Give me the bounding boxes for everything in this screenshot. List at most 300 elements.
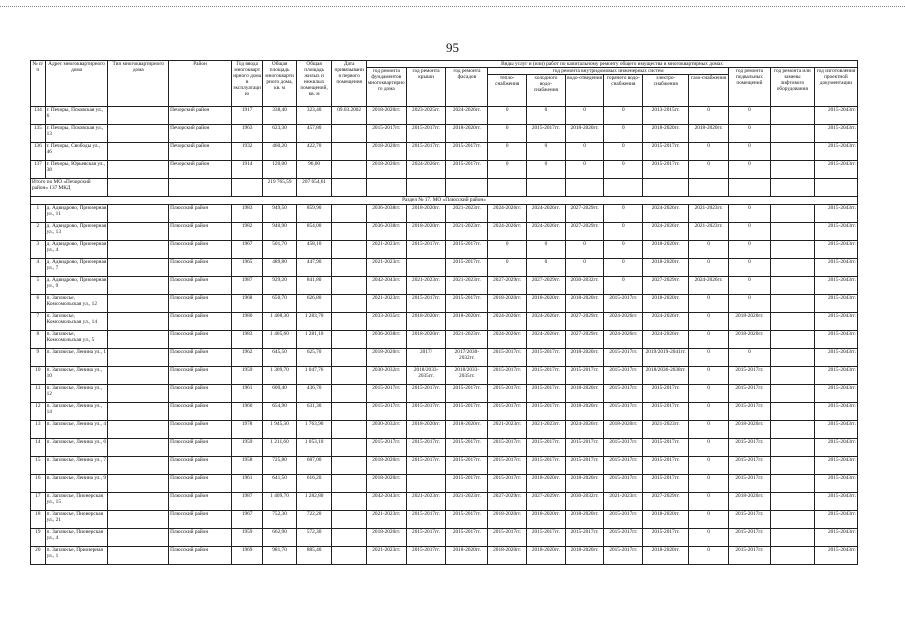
top-dotted-line (0, 6, 905, 7)
table-cell: Плюсский район (169, 205, 232, 223)
table-cell: 2015-2017гг. (406, 511, 446, 529)
table-cell: 1983 (231, 331, 262, 349)
table-cell (770, 205, 814, 223)
table-cell (108, 385, 169, 403)
table-cell: 1917 (231, 107, 262, 125)
table-cell: 0 (729, 107, 771, 125)
table-cell: 0 (689, 107, 729, 125)
table-cell: 2015-2017гг. (643, 439, 689, 457)
table-cell (770, 421, 814, 439)
table-cell: Плюсский район (169, 511, 232, 529)
table-cell: 2027-2029гг. (488, 493, 527, 511)
table-cell: 2015-2043гг. (814, 295, 857, 313)
table-cell: 1978 (231, 421, 262, 439)
table-cell (770, 439, 814, 457)
table-cell: 2024-2026гг. (488, 313, 527, 331)
table-cell: Плюсский район (169, 475, 232, 493)
table-cell: п. Заплюсье, Ленина ул., 7 (45, 457, 108, 475)
table-cell: 2015-2017гг. (729, 385, 771, 403)
table-cell: 2015-2017гг. (604, 367, 643, 385)
table-row (31, 143, 858, 161)
table-cell: 2021-2023гг. (366, 295, 406, 313)
table-cell: 2021-2023гг. (366, 241, 406, 259)
table-cell: 2021-2023гг. (406, 493, 446, 511)
table-cell: 2015-2043гг. (814, 439, 857, 457)
table-cell (108, 259, 169, 277)
table-cell: 2015-2017гг. (729, 511, 771, 529)
table-cell: 616,20 (296, 475, 332, 493)
table-cell: 2024-2026гг. (488, 223, 527, 241)
table-cell: 687,00 (296, 457, 332, 475)
table-cell (332, 161, 367, 179)
table-cell: 1 282,80 (296, 493, 332, 511)
col-basement: год ремонта подвальных помещений (729, 68, 771, 107)
table-cell: 2024-2026гг. (406, 161, 446, 179)
table-cell: 1 281,10 (296, 331, 332, 349)
table-cell: 0 (689, 295, 729, 313)
table-cell: 1983 (231, 205, 262, 223)
table-cell: 2015-2043гг. (814, 161, 857, 179)
table-cell (108, 403, 169, 421)
table-cell: 2015-2043гг. (814, 529, 857, 547)
table-cell: 1982 (231, 223, 262, 241)
table-cell: 981,70 (263, 547, 296, 565)
table-cell: п. Заплюсье, Ленина ул., 9 (45, 475, 108, 493)
table-cell: 1959 (231, 367, 262, 385)
table-cell: 2015-2017гг. (604, 547, 643, 565)
table-cell: 2018-2020гг. (446, 125, 488, 143)
table-cell (332, 223, 367, 241)
capital-repair-table (30, 60, 858, 565)
table-cell: 2021-2023гг. (689, 205, 729, 223)
table-cell: 0 (729, 295, 771, 313)
table-cell (332, 277, 367, 295)
table-cell (770, 313, 814, 331)
table-cell: 2015-2017гг. (604, 457, 643, 475)
table-cell: 0 (729, 143, 771, 161)
table-cell: 4 (31, 259, 46, 277)
table-cell: 572,30 (296, 529, 332, 547)
table-cell: 0 (689, 529, 729, 547)
table-cell: 2015-2017гг. (446, 161, 488, 179)
table-cell: 0 (729, 349, 771, 367)
table-row (31, 331, 858, 349)
table-cell: 2018-2020гг. (366, 475, 406, 493)
table-cell (108, 421, 169, 439)
table-cell: 0 (689, 457, 729, 475)
table-cell: Плюсский район (169, 241, 232, 259)
table-cell: 2021-2023гг. (446, 331, 488, 349)
col-date: Дата привязывания первого помещения (332, 61, 367, 107)
table-cell: 2018-2020гг. (488, 547, 527, 565)
col-area2: Общая площадь жилых и нежилых помещений, кв. м (296, 61, 332, 107)
table-cell (332, 241, 367, 259)
table-cell: п. Заплюсье, Ленина ул., 12 (45, 385, 108, 403)
table-cell: Плюсский район (169, 421, 232, 439)
table-row (31, 241, 858, 259)
table-cell: 1961 (231, 475, 262, 493)
table-cell: 2015-2017гг. (446, 403, 488, 421)
table-cell: 1959 (231, 439, 262, 457)
table-cell: 2018-2020гг. (565, 547, 604, 565)
table-cell: 0 (565, 107, 604, 125)
table-cell: 2015-2017гг. (643, 385, 689, 403)
table-cell: 1980 (231, 313, 262, 331)
table-cell: 2015-2017гг. (565, 457, 604, 475)
table-cell: 2015-2017гг. (527, 529, 566, 547)
table-cell: 2027-2029гг. (527, 277, 566, 295)
table-cell (770, 367, 814, 385)
table-cell: 0 (604, 223, 643, 241)
table-cell: 2015-2017гг. (729, 439, 771, 457)
table-cell: 0 (729, 161, 771, 179)
table-cell: 2015-2043гг. (814, 385, 857, 403)
table-cell (770, 223, 814, 241)
table-cell: 2015-2043гг. (814, 421, 857, 439)
table-cell: 2018-2020гг. (446, 313, 488, 331)
table-cell (332, 529, 367, 547)
table-cell: 18 (31, 511, 46, 529)
table-cell: 2021-2023гг. (366, 259, 406, 277)
table-row (31, 385, 858, 403)
table-cell: 929,20 (263, 277, 296, 295)
table-cell: п. Заплюсье, Пионерская ул., 4 (45, 529, 108, 547)
table-cell: 1963 (231, 125, 262, 143)
table-cell: 2015-2043гг. (814, 277, 857, 295)
table-cell: 19 (31, 529, 46, 547)
table-cell: п. Заплюсье, Пионерская ул., 21 (45, 511, 108, 529)
table-cell: 2018-2020гг. (604, 421, 643, 439)
table-cell (108, 241, 169, 259)
table-cell: 645,50 (263, 349, 296, 367)
table-cell: 2018-2020гг. (366, 161, 406, 179)
table-cell: 2015-2017гг. (565, 529, 604, 547)
table-cell: 2017/ (406, 349, 446, 367)
table-cell: г. Печоры, Свободы ул., 46 (45, 143, 108, 161)
table-cell (770, 107, 814, 125)
table-cell (770, 493, 814, 511)
table-cell: 0 (689, 259, 729, 277)
table-cell: 1 408,30 (263, 313, 296, 331)
table-cell: 2015-2017гг. (446, 457, 488, 475)
table-cell: 1 945,30 (263, 421, 296, 439)
table-cell: 0 (527, 259, 566, 277)
table-cell: 2015-2017гг. (643, 475, 689, 493)
table-cell: 2018-2020гг. (565, 295, 604, 313)
table-cell (770, 547, 814, 565)
table-cell: 1 (31, 205, 46, 223)
table-cell: 323,40 (296, 107, 332, 125)
table-cell: 2024-2026гг. (689, 277, 729, 295)
table-cell: п. Заплюсье, Ленина ул., 6 (45, 439, 108, 457)
table-cell (108, 313, 169, 331)
table-cell (108, 367, 169, 385)
table-cell: 2015-2043гг. (814, 457, 857, 475)
col-roof: год ремонта крыши (406, 68, 446, 107)
table-cell: 2021-2023гг. (604, 493, 643, 511)
table-cell: 0 (689, 547, 729, 565)
table-cell (108, 529, 169, 547)
table-cell: 0 (604, 143, 643, 161)
table-cell (332, 295, 367, 313)
table-cell: 2021-2023гг. (446, 493, 488, 511)
table-cell: 0 (689, 493, 729, 511)
table-cell: 0 (604, 277, 643, 295)
table-cell: 2015-2017гг. (446, 259, 488, 277)
col-year: Год ввода многоквартирного дома в эксплуатацию (231, 61, 262, 107)
table-cell: 2024-2026гг. (488, 205, 527, 223)
table-cell: 2018-2020гг. (488, 511, 527, 529)
table-cell: 0 (729, 223, 771, 241)
table-row (31, 259, 858, 277)
table-cell: п. Заплюсье, Комсомольская ул., 14 (45, 313, 108, 331)
table-cell: 2015-2017гг. (366, 439, 406, 457)
table-cell (108, 277, 169, 295)
table-row (31, 421, 858, 439)
table-cell: 2021-2023гг. (366, 511, 406, 529)
table-cell: 0 (527, 143, 566, 161)
table-cell: 2024-2026гг. (643, 313, 689, 331)
table-cell: 2042-2043гг. (366, 277, 406, 295)
table-cell: 2015-2043гг. (814, 493, 857, 511)
col-project: год изготовления проектной документации (814, 68, 857, 107)
table-cell: 841,80 (296, 277, 332, 295)
table-cell (332, 493, 367, 511)
table-cell: п. Заплюсье, Ленина ул., 4 (45, 421, 108, 439)
table-cell: 2015-2017гг. (488, 529, 527, 547)
table-cell: 623,30 (263, 125, 296, 143)
table-cell (332, 205, 367, 223)
table-cell: 885,40 (296, 547, 332, 565)
table-cell: 2018-2020гг. (366, 457, 406, 475)
col-drain: водо-отведения (565, 75, 604, 107)
table-cell: 1987 (231, 493, 262, 511)
table-cell: п. Заплюсье, Ленина ул., 14 (45, 403, 108, 421)
table-cell: 09.03.2002 (332, 107, 367, 125)
table-cell: 460,20 (263, 143, 296, 161)
table-cell: 2015-2017гг. (604, 385, 643, 403)
table-cell: 2021-2023гг. (689, 223, 729, 241)
table-row (31, 457, 858, 475)
table-cell: п. Заплюсье, Ленина ул., 1 (45, 349, 108, 367)
table-cell (770, 331, 814, 349)
table-cell: 2015-2017гг. (446, 241, 488, 259)
table-cell: 0 (689, 349, 729, 367)
table-cell (770, 295, 814, 313)
total-area2: 207 654,61 (296, 179, 332, 197)
table-cell: 2021-2023гг. (527, 421, 566, 439)
table-cell: 1 053,10 (296, 439, 332, 457)
table-cell: 2018/2033-2035гг. (446, 367, 488, 385)
table-cell: 338,40 (263, 107, 296, 125)
table-cell: 2015-2017гг. (565, 367, 604, 385)
table-cell: 1960 (231, 403, 262, 421)
section-title: Раздел № 17. МО «Плюсский район» (31, 197, 858, 205)
table-cell (770, 403, 814, 421)
table-cell: 2024-2026гг. (527, 223, 566, 241)
total-area: 219 765,59 (263, 179, 296, 197)
table-cell (108, 547, 169, 565)
table-cell (332, 143, 367, 161)
table-cell: 2015-2017гг. (488, 385, 527, 403)
table-cell: 2018-2020гг. (406, 313, 446, 331)
table-row (31, 125, 858, 143)
table-cell: 625,70 (296, 349, 332, 367)
table-cell: 2015-2017гг. (446, 295, 488, 313)
table-cell: 10 (31, 367, 46, 385)
table-cell: 0 (689, 143, 729, 161)
table-cell: 2033-2035гг. (366, 313, 406, 331)
table-cell: 1967 (231, 241, 262, 259)
table-cell (770, 241, 814, 259)
table-cell: Плюсский район (169, 313, 232, 331)
table-cell: 0 (527, 241, 566, 259)
table-cell: 2018/2036-2038гг. (643, 367, 689, 385)
col-num: № п/п (31, 61, 46, 107)
table-cell: 1 047,76 (296, 367, 332, 385)
table-cell: 2018-2020гг. (565, 475, 604, 493)
table-cell: 2024-2026гг. (527, 313, 566, 331)
table-cell: 1965 (231, 259, 262, 277)
table-cell: 2018-2020гг. (406, 421, 446, 439)
table-cell (770, 125, 814, 143)
table-cell: 1961 (231, 385, 262, 403)
table-row (31, 295, 858, 313)
table-cell: 0 (689, 241, 729, 259)
col-heat: тепло-снабжения (488, 75, 527, 107)
col-electric: электро-снабжения (643, 75, 689, 107)
table-cell: 2018-2020гг. (643, 511, 689, 529)
table-cell: 2015-2017гг. (446, 529, 488, 547)
table-cell: п. Заплюсье, Приозерная ул., 1 (45, 547, 108, 565)
table-cell: 0 (527, 107, 566, 125)
table-cell: 2013-2015гг. (643, 107, 689, 125)
table-cell: п. Заплюсье, Ленина ул., 10 (45, 367, 108, 385)
table-cell: 631,30 (296, 403, 332, 421)
table-header (31, 61, 858, 107)
total-label: Итого по МО «Печорский район» 137 МКД (31, 179, 108, 197)
table-cell: 436,70 (296, 385, 332, 403)
table-cell: 2024-2026гг. (643, 331, 689, 349)
table-cell: 2015-2017гг. (729, 547, 771, 565)
table-cell: 2042-2043гг. (366, 493, 406, 511)
table-cell: 2015-2017гг. (406, 125, 446, 143)
table-cell: 0 (604, 259, 643, 277)
table-body-plyussa (31, 205, 858, 565)
table-cell: 1 283,70 (296, 313, 332, 331)
table-cell: Плюсский район (169, 547, 232, 565)
table-cell: 2015-2017гг. (643, 403, 689, 421)
table-cell: 2015-2017гг. (565, 439, 604, 457)
table-cell (406, 259, 446, 277)
table-cell: 2015-2017гг. (488, 349, 527, 367)
page-number: 95 (446, 40, 459, 55)
table-cell: 1968 (231, 295, 262, 313)
table-cell: 626,80 (296, 295, 332, 313)
table-cell: 0 (689, 475, 729, 493)
table-row (31, 277, 858, 295)
col-type: Тип многоквартирного дома (108, 61, 169, 107)
col-foundation: год ремонта фундаментов многоквартирного дома (366, 68, 406, 107)
table-row (31, 107, 858, 125)
table-cell: 2015-2043гг. (814, 403, 857, 421)
table-cell: 0 (488, 241, 527, 259)
table-cell: Плюсский район (169, 403, 232, 421)
table-cell: Плюсский район (169, 385, 232, 403)
table-cell: 5 (31, 277, 46, 295)
table-cell: 2030-2032гг. (366, 367, 406, 385)
table-cell: 1987 (231, 277, 262, 295)
table-cell: 2018-2020гг. (366, 349, 406, 367)
table-cell: 2018-2020гг. (366, 107, 406, 125)
table-cell: 0 (689, 331, 729, 349)
table-cell: 2018-2020гг. (643, 547, 689, 565)
table-cell: 1 763,90 (296, 421, 332, 439)
table-cell: д. Адвидрово, Приозерная ул., 9 (45, 277, 108, 295)
table-cell (108, 125, 169, 143)
table-cell: 13 (31, 421, 46, 439)
table-cell: 422,70 (296, 143, 332, 161)
table-cell: 2018-2020гг. (406, 331, 446, 349)
table-row (31, 403, 858, 421)
table-cell: 2015-2017гг. (366, 385, 406, 403)
table-cell: 2015-2043гг. (814, 331, 857, 349)
table-cell: 6 (31, 295, 46, 313)
table-cell: 2015-2017гг. (488, 403, 527, 421)
table-cell: 0 (565, 143, 604, 161)
table-cell: 2015-2017гг. (446, 385, 488, 403)
table-cell: 2027-2029гг. (565, 331, 604, 349)
table-cell: 2015-2017гг. (604, 295, 643, 313)
table-cell: 2030-2032гг. (366, 421, 406, 439)
table-cell: 752,30 (263, 511, 296, 529)
table-cell: 2024-2026гг. (604, 313, 643, 331)
table-cell: 134 (31, 107, 46, 125)
table-cell: 0 (565, 161, 604, 179)
table-cell: 2015-2017гг. (406, 241, 446, 259)
table-cell: 0 (689, 161, 729, 179)
table-cell (406, 475, 446, 493)
table-cell: Плюсский район (169, 259, 232, 277)
table-cell: 1969 (231, 547, 262, 565)
table-cell: 2015-2017гг. (488, 457, 527, 475)
table-cell (770, 475, 814, 493)
table-cell: 2027-2029гг. (643, 277, 689, 295)
table-cell: 0 (488, 143, 527, 161)
table-cell: 2017/2030-2032гг. (446, 349, 488, 367)
table-cell: 2015-2017гг. (729, 529, 771, 547)
table-body-pechory (31, 107, 858, 179)
table-cell: 2018-2020гг. (527, 511, 566, 529)
table-cell: 2015-2017гг. (406, 529, 446, 547)
table-cell (332, 259, 367, 277)
table-cell: 20 (31, 547, 46, 565)
table-cell: Печорский район (169, 125, 232, 143)
table-cell: 2015-2017гг. (527, 349, 566, 367)
table-cell (108, 295, 169, 313)
table-cell: д. Адвидрово, Приозерная ул., 4 (45, 241, 108, 259)
col-gas: газо-снабжения (689, 75, 729, 107)
table-cell: 2018-2020гг. (643, 259, 689, 277)
table-cell (770, 161, 814, 179)
table-row (31, 349, 858, 367)
table-cell (332, 385, 367, 403)
table-cell: 0 (729, 205, 771, 223)
col-area: Общая площадь многоквартирного дома, кв. м (263, 61, 296, 107)
table-cell: 2018-2020гг. (565, 125, 604, 143)
table-cell (332, 421, 367, 439)
table-cell: 2018-2020гг. (488, 295, 527, 313)
